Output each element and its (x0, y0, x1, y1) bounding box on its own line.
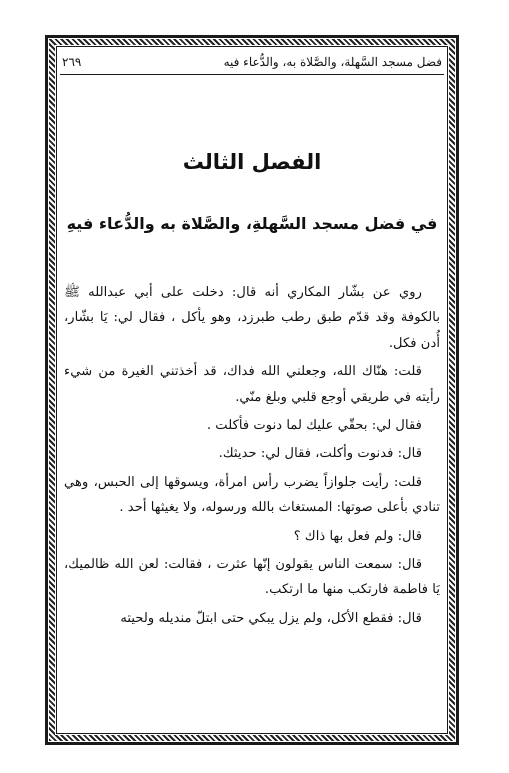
paragraph: فقال لي: بحقّي عليك لما دنوت فأكلت . (206, 418, 422, 434)
paragraph: قلت: هنّاك الله، وجعلني الله فداك، قد أخذتني الغيرة من شيء رأيته في طريقي أوجع قلبي وبلغ منّي. (64, 364, 440, 405)
paragraph: روي عن بشّار المكاري أنه قال: دخلت على أبي عبدالله ﷺ بالكوفة وقد قدّم طبق رطب طبرزد، وهو يأكل ، فقال لي: يَا بشّار، أُدن فكل. (64, 285, 440, 351)
page-number: ٢٦٩ (62, 55, 82, 69)
chapter-subtitle: في فضل مسجد السَّهلةِ، والصَّلاة به والدُّعاء فيهِ (66, 214, 438, 233)
paragraph: قال: فدنوت وأكلت، فقال لي: حديثك. (218, 446, 422, 462)
paragraph: قال: ولم فعل بها ذاك ؟ (293, 528, 422, 544)
running-header (62, 52, 442, 72)
body-text (64, 280, 440, 634)
header-divider (60, 74, 444, 75)
running-header-title: فضل مسجد السَّهلة، والصَّلاة به، والدُّعاء فيه (223, 55, 442, 69)
chapter-title: الفصل الثالث (182, 150, 322, 174)
paragraph: قلت: رأيت جلوازاً يضرب رأس امرأة، ويسوقها إلى الحبس، وهي تنادي بأعلى صوتها: المستغاث بالله ورسوله، ولا يغيثها أحد . (64, 474, 440, 516)
paragraph: قال: سمعت الناس يقولون إنّها عثرت ، فقالت: لعن الله ظالميك، يَا فاطمة فارتكب منها ما ارتكب. (64, 557, 440, 598)
paragraph: قال: فقطع الأكل، ولم يزل يبكي حتى ابتلّ منديله ولحيته (120, 610, 422, 626)
